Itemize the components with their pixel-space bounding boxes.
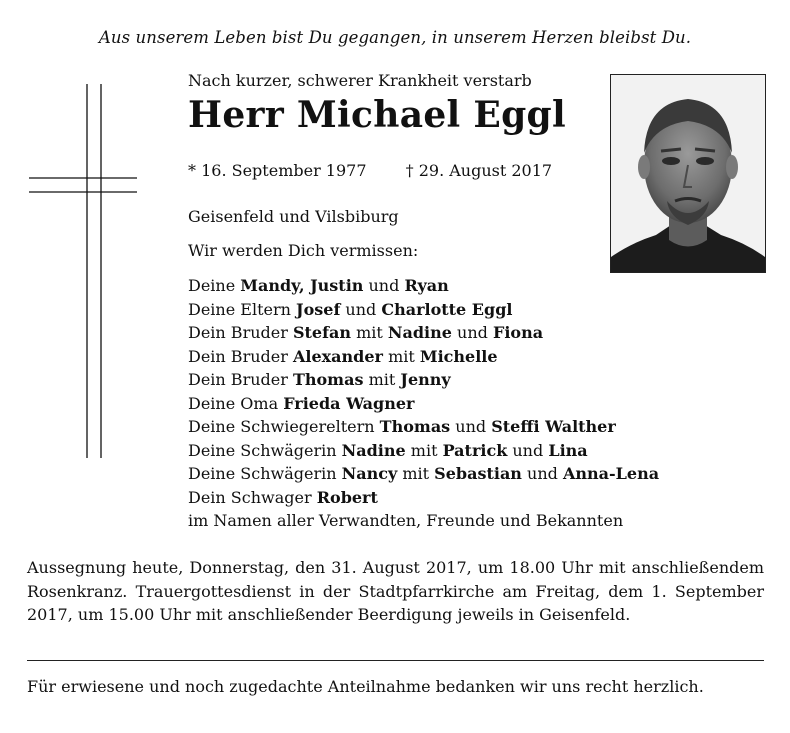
mourner-name: Steffi Walther xyxy=(491,417,616,436)
death-date: † 29. August 2017 xyxy=(405,161,553,180)
mourner-text: Deine Oma xyxy=(188,393,284,413)
mourner-line xyxy=(188,415,659,439)
mourner-name: Lina xyxy=(548,440,588,460)
miss-line: Wir werden Dich vermissen: xyxy=(188,241,419,260)
birth-date: * 16. September 1977 xyxy=(188,161,367,180)
mourner-text: und xyxy=(451,323,493,342)
mourner-text: und xyxy=(521,464,563,483)
mourner-line xyxy=(188,439,659,463)
mourner-name: Nadine xyxy=(387,323,452,342)
intro-line: Nach kurzer, schwerer Krankheit verstarb xyxy=(188,71,532,90)
mourner-text: mit xyxy=(382,346,420,366)
thanks-line: Für erwiesene und noch zugedachte Anteilnahme bedanken wir uns recht herzlich. xyxy=(27,677,704,696)
mourner-line xyxy=(188,462,659,486)
portrait-photo xyxy=(610,74,766,273)
life-dates xyxy=(188,161,552,180)
mourner-text: Deine Schwägerin xyxy=(188,464,342,483)
mourner-name: Anna-Lena xyxy=(562,464,660,483)
mourner-line xyxy=(188,392,659,416)
mourner-text: Deine xyxy=(188,276,241,295)
mourner-name: Mandy, Justin xyxy=(240,276,364,295)
mourner-name: Charlotte Eggl xyxy=(381,299,513,319)
mourner-name: Nancy xyxy=(341,464,398,483)
mourner-line xyxy=(188,274,659,298)
mourner-name: Jenny xyxy=(400,370,451,389)
deceased-name: Herr Michael Eggl xyxy=(188,94,567,136)
mourner-text: im Namen aller Verwandten, Freunde und Bekannten xyxy=(188,511,624,530)
mourner-line xyxy=(188,368,659,392)
mourner-text: Deine Schwiegereltern xyxy=(188,417,380,436)
mourner-name: Josef xyxy=(296,299,341,319)
mourner-name: Alexander xyxy=(292,346,383,366)
mourner-text: und xyxy=(363,276,405,295)
mourner-name: Frieda Wagner xyxy=(283,393,415,413)
mourner-text: mit xyxy=(363,370,401,389)
places-line: Geisenfeld und Vilsbiburg xyxy=(188,207,399,226)
mourner-name: Patrick xyxy=(442,440,508,460)
mourner-name: Michelle xyxy=(419,346,498,366)
mourner-text: mit xyxy=(405,440,443,460)
mourner-text: Deine Schwägerin xyxy=(188,440,342,460)
mourner-line xyxy=(188,298,659,322)
mourner-name: Sebastian xyxy=(434,464,522,483)
divider-line xyxy=(27,660,764,661)
mourner-text: Dein Bruder xyxy=(188,323,293,342)
mourner-text: mit xyxy=(350,323,388,342)
mourner-name: Robert xyxy=(316,487,378,507)
mourner-name: Ryan xyxy=(404,276,449,295)
mourners-list xyxy=(188,274,659,533)
service-details: Aussegnung heute, Donnerstag, den 31. August 2017, um 18.00 Uhr mit anschließendem Rosenkranz. Trauergottesdienst in der Stadtpfarrkirche am Freitag, dem 1. September 2017, um 15.00 Uhr mit anschließender Beerdigung jeweils in Geisenfeld. xyxy=(27,558,764,624)
mourner-text: Deine Eltern xyxy=(188,299,297,319)
motto-line: Aus unserem Leben bist Du gegangen, in unserem Herzen bleibst Du. xyxy=(98,28,692,47)
mourner-name: Nadine xyxy=(341,440,406,460)
mourner-name: Fiona xyxy=(492,323,544,342)
mourner-text: und xyxy=(450,417,492,436)
mourner-text: und xyxy=(340,299,382,319)
mourner-text: mit xyxy=(397,464,435,483)
mourner-text: und xyxy=(507,440,549,460)
mourner-name: Thomas xyxy=(292,370,364,389)
mourner-name: Thomas xyxy=(379,417,451,436)
mourner-text: Dein Schwager xyxy=(188,487,317,507)
mourner-line xyxy=(188,321,659,345)
mourner-text: Dein Bruder xyxy=(188,370,293,389)
cross-icon xyxy=(27,80,139,460)
mourner-name: Stefan xyxy=(292,323,351,342)
mourner-text: Dein Bruder xyxy=(188,346,293,366)
mourner-line xyxy=(188,509,659,533)
mourner-line xyxy=(188,486,659,510)
mourner-line xyxy=(188,345,659,369)
